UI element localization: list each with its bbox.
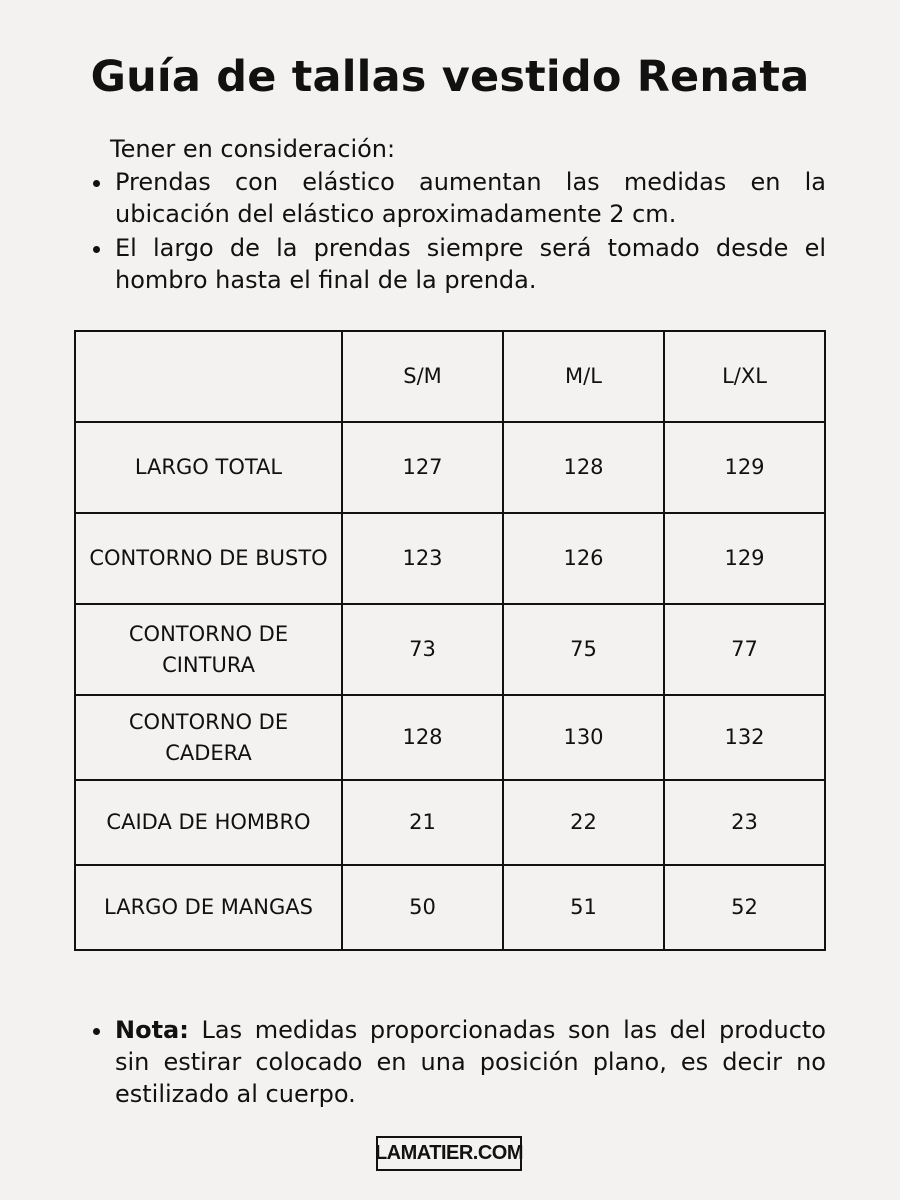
note-text: Las medidas proporcionadas son las del producto sin estirar colocado en una posición plano, es decir no estilizado al cuerpo.	[115, 1016, 826, 1108]
table-cell: 51	[503, 865, 664, 950]
table-cell: 128	[503, 422, 664, 513]
table-header-cell: L/XL	[664, 331, 825, 422]
table-header-row	[75, 331, 825, 422]
row-label: CONTORNO DE CADERA	[75, 695, 342, 780]
row-label: LARGO DE MANGAS	[75, 865, 342, 950]
bullet-icon	[93, 246, 100, 253]
table-row	[75, 865, 825, 950]
table-row	[75, 604, 825, 695]
page-title: Guía de tallas vestido Renata	[90, 52, 810, 102]
list-item	[90, 232, 826, 296]
table-cell: 128	[342, 695, 503, 780]
bullet-text: Prendas con elástico aumentan las medidas en la ubicación del elástico aproximadamente 2 cm.	[115, 168, 826, 228]
table-row	[75, 513, 825, 604]
table-header-cell: S/M	[342, 331, 503, 422]
note-item	[90, 1014, 826, 1110]
row-label: LARGO TOTAL	[75, 422, 342, 513]
table-cell: 22	[503, 780, 664, 865]
brand-label: LAMATIER.COM	[376, 1136, 522, 1171]
bullet-icon	[93, 180, 100, 187]
table-cell: 129	[664, 513, 825, 604]
table-row	[75, 695, 825, 780]
table-cell: 129	[664, 422, 825, 513]
note-list	[90, 1014, 826, 1112]
considerations-list	[90, 166, 826, 298]
list-item	[90, 166, 826, 230]
table-cell: 50	[342, 865, 503, 950]
bullet-text: El largo de la prendas siempre será tomado desde el hombro hasta el final de la prenda.	[115, 234, 826, 294]
table-cell: 132	[664, 695, 825, 780]
table-cell: 75	[503, 604, 664, 695]
size-table	[74, 330, 826, 951]
table-cell: 21	[342, 780, 503, 865]
table-row	[75, 422, 825, 513]
table-cell: 127	[342, 422, 503, 513]
row-label: CONTORNO DE CINTURA	[75, 604, 342, 695]
table-row	[75, 780, 825, 865]
table-cell: 77	[664, 604, 825, 695]
table-cell: 23	[664, 780, 825, 865]
bullet-icon	[93, 1028, 100, 1035]
row-label: CAIDA DE HOMBRO	[75, 780, 342, 865]
table-cell: 130	[503, 695, 664, 780]
table-cell: 123	[342, 513, 503, 604]
table-header-cell	[75, 331, 342, 422]
table-cell: 52	[664, 865, 825, 950]
table-header-cell: M/L	[503, 331, 664, 422]
row-label: CONTORNO DE BUSTO	[75, 513, 342, 604]
intro-text: Tener en consideración:	[110, 135, 396, 163]
note-label: Nota:	[115, 1016, 189, 1044]
table-cell: 126	[503, 513, 664, 604]
table-cell: 73	[342, 604, 503, 695]
